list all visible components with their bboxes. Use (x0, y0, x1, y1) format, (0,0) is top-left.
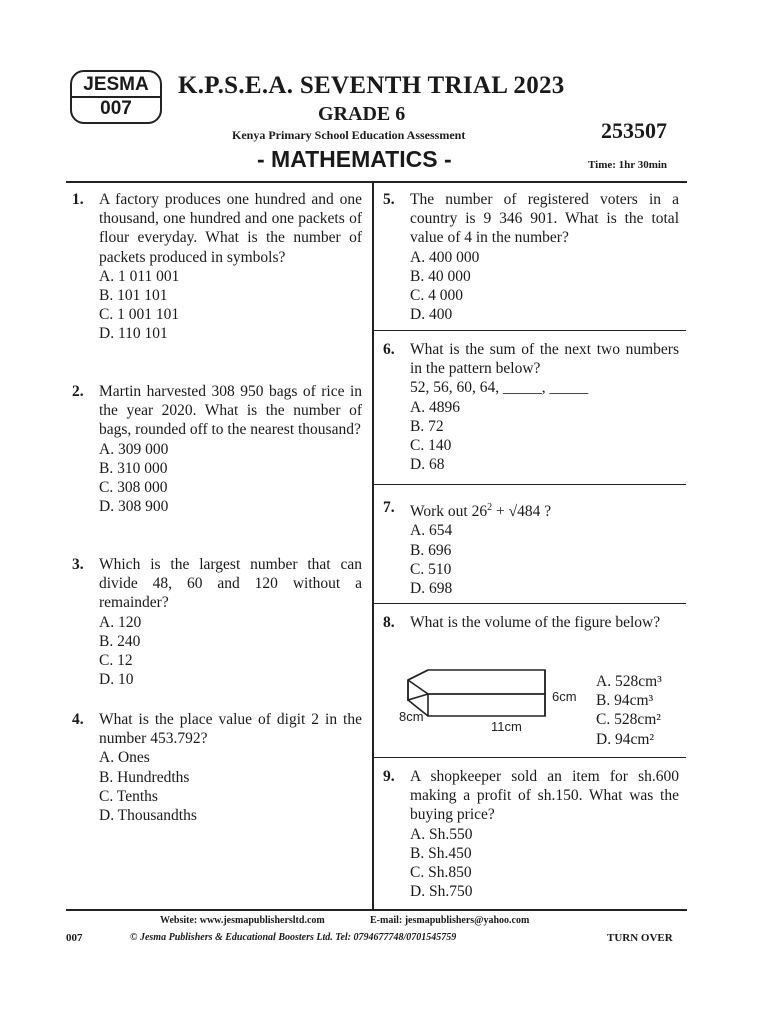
question-8 (383, 613, 679, 632)
time-allowed: Time: 1hr 30min (588, 159, 668, 171)
question-3 (72, 555, 362, 689)
question-number: 4. (72, 711, 84, 728)
option-b: B. Sh.450 (410, 844, 472, 862)
question-6 (383, 340, 679, 474)
question-number: 2. (72, 383, 84, 400)
question-stem: The number of registered voters in a country is 9 346 901. What is the total value of 4 in the number? (410, 191, 679, 247)
question-9 (383, 767, 679, 901)
badge-bottom: 007 (100, 98, 132, 119)
option-a: A. Sh.550 (410, 825, 473, 843)
option-c: C. 140 (410, 437, 452, 455)
option-d: D. 110 101 (99, 325, 168, 343)
depth-label: 8cm (399, 709, 424, 724)
stem-suffix: + √484 ? (492, 503, 552, 521)
option-d: D. 698 (410, 579, 453, 597)
footer-rule (66, 909, 687, 911)
option-b: B. 240 (99, 632, 141, 650)
option-c: C. Sh.850 (410, 864, 472, 882)
question-stem (410, 498, 679, 521)
option-c: C. 510 (410, 560, 452, 578)
footer-email: E-mail: jesmapublishers@yahoo.com (370, 915, 530, 926)
height-label: 6cm (552, 689, 577, 704)
stem-prefix: Work out 26 (410, 503, 488, 521)
right-col-rule-2 (373, 484, 686, 485)
column-divider (372, 181, 374, 909)
question-stem: What is the sum of the next two numbers in the pattern below? (410, 341, 679, 378)
option-c: C. 528cm² (596, 711, 661, 729)
right-col-rule-4 (373, 757, 686, 758)
badge-top: JESMA (72, 74, 160, 98)
assessment-name: Kenya Primary School Education Assessment (232, 128, 466, 142)
option-b: B. 310 000 (99, 459, 168, 477)
exponent: 2 (487, 502, 493, 513)
exam-title: K.P.S.E.A. SEVENTH TRIAL 2023 (178, 72, 565, 99)
option-c: C. 12 (99, 652, 133, 670)
option-a: A. 4896 (410, 398, 460, 416)
header-rule (66, 181, 687, 183)
question-stem: A factory produces one hundred and one thousand, one hundred and one packets of flour everyday. What is the number of packets produced in symbols? (99, 191, 362, 266)
option-b: B. Hundredths (99, 768, 190, 786)
length-label: 11cm (491, 719, 522, 734)
question-8-options (596, 672, 686, 749)
subject-title: - MATHEMATICS - (257, 146, 452, 172)
question-stem: What is the place value of digit 2 in the number 453.792? (99, 711, 362, 748)
cuboid-edge (408, 670, 428, 680)
number-pattern: 52, 56, 60, 64, _____, _____ (410, 379, 589, 397)
option-a: A. 1 011 001 (99, 267, 180, 285)
option-d: D. 10 (99, 671, 134, 689)
option-a: A. 309 000 (99, 440, 169, 458)
option-b: B. 696 (410, 541, 452, 559)
option-d: D. 68 (410, 456, 445, 474)
option-a: A. 120 (99, 613, 142, 631)
right-col-rule-3 (373, 603, 686, 604)
question-number: 5. (383, 191, 395, 208)
option-c: C. Tenths (99, 787, 158, 805)
question-number: 1. (72, 191, 84, 208)
cuboid-edge (408, 680, 428, 694)
option-c: C. 308 000 (99, 479, 168, 497)
option-a: A. Ones (99, 749, 150, 767)
jesma-badge (70, 70, 162, 124)
question-stem: Which is the largest number that can divide 48, 60 and 120 without a remainder? (99, 556, 362, 612)
option-a: A. 654 (410, 522, 453, 540)
footer-website: Website: www.jesmapublishersltd.com (160, 915, 325, 926)
footer-publisher (130, 932, 456, 943)
option-c: C. 1 001 101 (99, 306, 180, 324)
question-number: 9. (383, 768, 395, 785)
option-a: A. 400 000 (410, 248, 480, 266)
question-stem: Martin harvested 308 950 bags of rice in the year 2020. What is the number of bags, rounded off to the nearest thousand? (99, 383, 362, 439)
question-stem: A shopkeeper sold an item for sh.600 making a profit of sh.150. What was the buying price? (410, 768, 679, 824)
cuboid-figure (395, 662, 595, 738)
question-stem: What is the volume of the figure below? (410, 614, 661, 631)
publisher-text: © Jesma Publishers & Educational Boosters Ltd. Tel: 0794677748/0701545759 (130, 932, 457, 943)
option-a: A. 528cm³ (596, 673, 662, 690)
option-d: D. 400 (410, 306, 453, 324)
option-d: D. Thousandths (99, 807, 197, 825)
question-number: 7. (383, 499, 395, 516)
cuboid-front-face (428, 694, 545, 716)
question-number: 6. (383, 341, 395, 358)
paper-code: 253507 (601, 118, 667, 143)
option-b: B. 101 101 (99, 287, 168, 305)
question-number: 8. (383, 614, 395, 631)
footer-page-number: 007 (66, 932, 83, 944)
option-d: D. 308 900 (99, 498, 169, 516)
footer-turn-over: TURN OVER (607, 932, 673, 944)
option-d: D. Sh.750 (410, 883, 473, 901)
question-5 (383, 190, 679, 324)
option-b: B. 72 (410, 417, 444, 435)
question-number: 3. (72, 556, 84, 573)
option-d: D. 94cm² (596, 730, 655, 748)
right-col-rule-1 (373, 330, 686, 331)
option-c: C. 4 000 (410, 287, 463, 305)
option-b: B. 40 000 (410, 267, 471, 285)
grade-label: GRADE 6 (318, 103, 406, 125)
question-2 (72, 382, 362, 516)
option-b: B. 94cm³ (596, 692, 654, 710)
question-1 (72, 190, 362, 344)
question-7 (383, 498, 679, 598)
question-4 (72, 710, 362, 825)
